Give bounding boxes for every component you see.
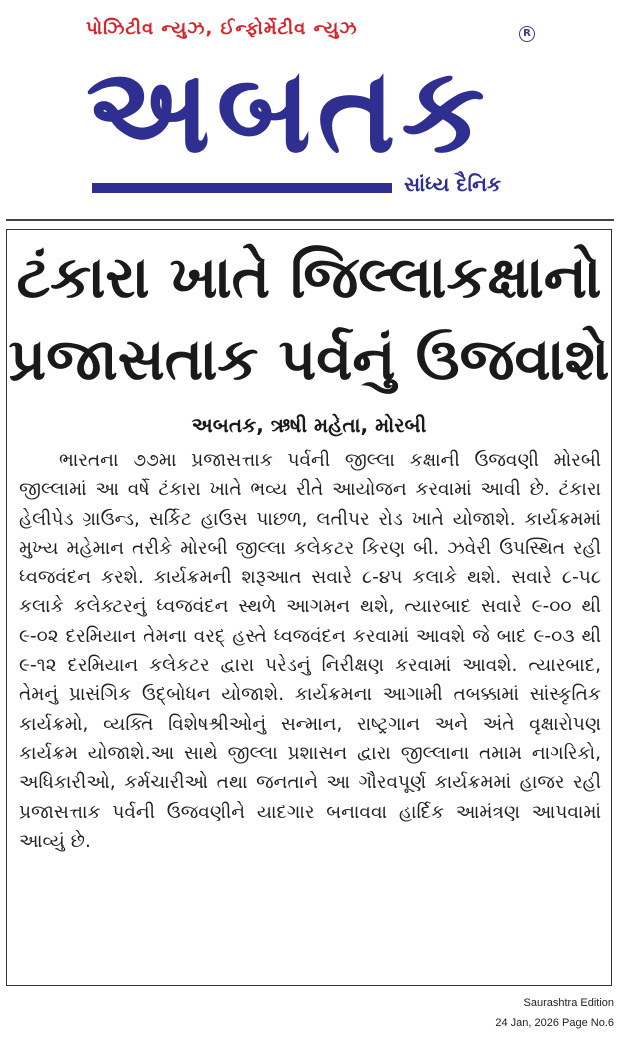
masthead — [0, 0, 624, 215]
article-body: ભારતના ૭૭મા પ્રજાસત્તાક પર્વની જીલ્લા કક્ષાની ઉજવણી મોરબી જીલ્લામાં આ વર્ષે ટંકારા ખાતે ભવ્ય રીતે આયોજન કરવામાં આવી છે. ટંકારા હેલીપેડ ગ્રાઉન્ડ, સર્કિટ હાઉસ પાછળ, લતીપર રોડ ખાતે યોજાશે. કાર્યક્રમમાં મુખ્ય મહેમાન તરીકે મોરબી જીલ્લા કલેકટર કિરણ બી. ઝવેરી ઉપસ્થિત રહી ધ્વજવંદન કરશે. કાર્યક્રમની શરૂઆત સવારે ૮-૪૫ કલાકે થશે. સવારે ૮-૫૮ કલાકે કલેક્ટરનું ધ્વજવંદન સ્થળે આગમન થશે, ત્યારબાદ સવારે ૯-૦૦ થી ૯-૦૨ દરમિયાન તેમના વરદ્ હસ્તે ધ્વજવંદન કરવામાં આવશે જે બાદ ૯-૦૩ થી ૯-૧૨ દરમિયાન કલેકટર દ્વારા પરેડનું નિરીક્ષણ કરવામાં આવશે. ત્યારબાદ, તેમનું પ્રાસંગિક ઉદ્બોધન યોજાશે. કાર્યક્રમના આગામી તબક્કામાં સાંસ્કૃતિક કાર્યક્રમો, વ્યક્તિ વિશેષશ્રીઓનું સન્માન, રાષ્ટ્રગાન અને અંતે વૃક્ષારોપણ કાર્યક્રમ યોજાશે.આ સાથે જીલ્લા પ્રશાસન દ્વારા જીલ્લાના તમામ નાગરિકો, અધિકારીઓ, કર્મચારીઓ તથા જનતાને આ ગૌરવપૂર્ણ કાર્યક્રમમાં હાજર રહી પ્રજાસત્તાક પર્વની ઉજવણીને યાદગાર બનાવવા હાર્દિક આમંત્રણ આપવામાં આવ્યું છે. — [19, 450, 601, 852]
article-byline: અબતક, ઋષી મહેતા, મોરબી — [191, 413, 427, 437]
edition-type: સાંધ્ય દૈનિક — [404, 172, 502, 196]
masthead-tagline: પોઝિટીવ ન્યુઝ, ઈન્ફોર્મેટીવ ન્યુઝ — [86, 18, 358, 39]
article-headline: ટંકારા ખાતે જિલ્લાકક્ષાનો પ્રજાસતાક પર્વનું ઉજવાશે — [8, 243, 610, 393]
logo-underline — [92, 183, 392, 193]
newspaper-logo: અબતક — [86, 41, 491, 179]
registered-mark-icon: R — [519, 26, 535, 42]
article-box — [6, 229, 612, 986]
divider — [6, 219, 614, 221]
footer-date-page: 24 Jan, 2026 Page No.6 — [495, 1017, 614, 1029]
footer-edition: Saurashtra Edition — [523, 997, 614, 1009]
